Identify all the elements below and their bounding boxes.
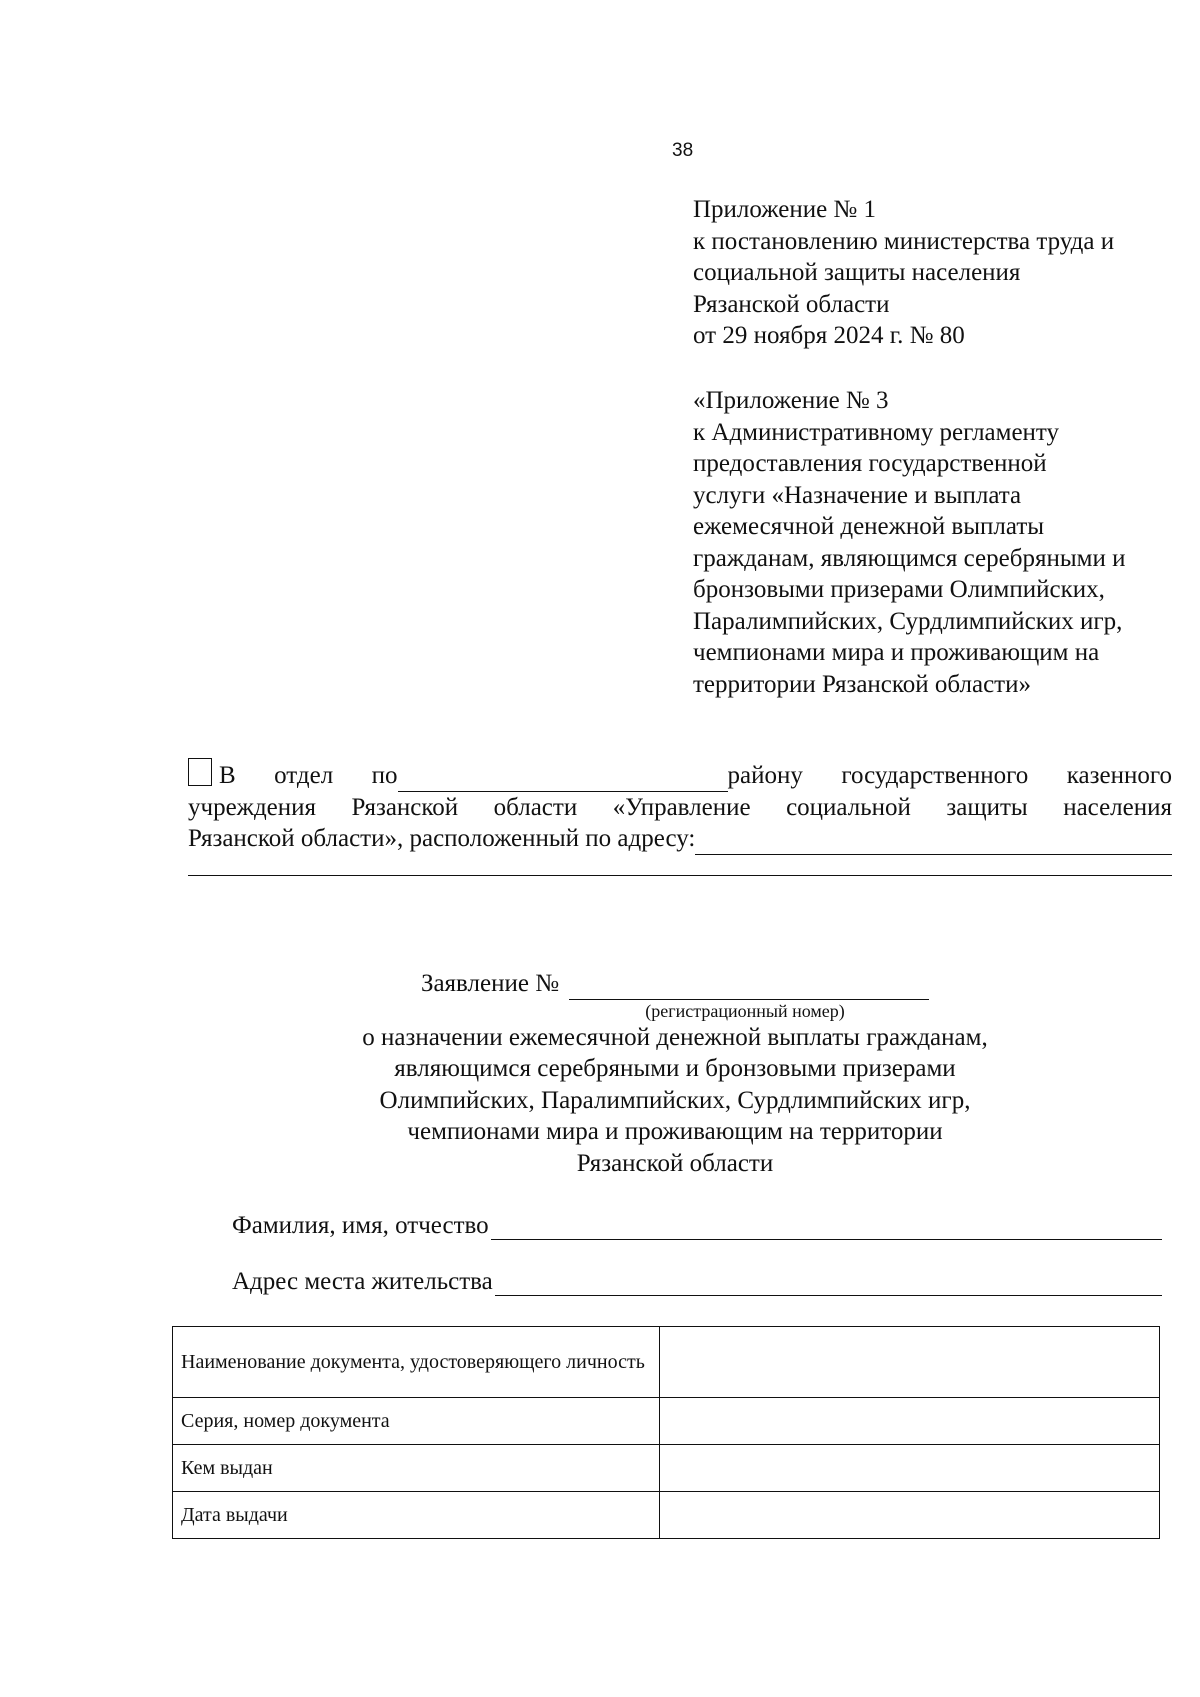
address-word: государственного <box>841 762 1029 789</box>
appendix-3-line: услуги «Назначение и выплата <box>693 481 1022 509</box>
table-row <box>173 1492 1160 1539</box>
address-word: В <box>219 762 236 789</box>
registration-number-caption: (регистрационный номер) <box>645 1000 845 1021</box>
table-cell-label: Наименование документа, удостоверяющего личность <box>173 1327 660 1398</box>
table-cell-value[interactable] <box>660 1492 1160 1539</box>
table-cell-value[interactable] <box>660 1327 1160 1398</box>
appendix-3-line: ежемесячной денежной выплаты <box>693 513 1045 540</box>
appendix-1-line: социальной защиты населения <box>693 259 1021 286</box>
address-word: казенного <box>1066 762 1172 789</box>
table-cell-label: Серия, номер документа <box>173 1398 660 1445</box>
recipient-address-block <box>188 758 1172 855</box>
application-title: Заявление № <box>420 970 560 997</box>
appendix-3-line: гражданам, являющимся серебряными и <box>693 544 1126 572</box>
fio-field <box>232 1212 1162 1240</box>
appendix-3-line: территории Рязанской области» <box>693 670 1031 698</box>
address-line-1 <box>188 758 1172 792</box>
table-cell-label: Кем выдан <box>173 1445 660 1492</box>
application-subtitle-line: Олимпийских, Паралимпийских, Сурдлимпийских игр, <box>379 1086 971 1114</box>
address-word: защиты <box>946 793 1028 821</box>
residence-blank[interactable] <box>495 1273 1162 1296</box>
appendix-1-line: Приложение № 1 <box>693 196 877 223</box>
residence-field <box>232 1268 1162 1296</box>
application-subtitle-line: являющимся серебряными и бронзовыми призерами <box>394 1055 956 1082</box>
appendix-1-line: Рязанской области <box>693 290 890 318</box>
appendix-3-line: бронзовыми призерами Олимпийских, <box>693 576 1105 603</box>
appendix-3-header <box>693 385 1163 700</box>
table-row <box>173 1398 1160 1445</box>
appendix-1-header <box>693 194 1163 352</box>
page-number: 38 <box>672 140 694 161</box>
address-word: «Управление <box>612 793 751 821</box>
appendix-3-line: к Административному регламенту <box>693 418 1060 446</box>
appendix-1-line: к постановлению министерства труда и <box>693 227 1115 255</box>
department-checkbox[interactable] <box>188 758 212 786</box>
table-cell-label: Дата выдачи <box>173 1492 660 1539</box>
address-word: социальной <box>786 793 911 821</box>
appendix-3-line: Паралимпийских, Сурдлимпийских игр, <box>693 607 1123 635</box>
address-word: по <box>371 762 398 789</box>
fio-blank[interactable] <box>491 1217 1162 1240</box>
address-word: отдел <box>274 762 334 789</box>
address-located-label: Рязанской области», расположенный по адресу: <box>188 825 696 852</box>
application-subtitle-line: чемпионами мира и проживающим на территории <box>407 1118 943 1145</box>
residence-label: Адрес места жительства <box>232 1268 493 1295</box>
appendix-3-line: чемпионами мира и проживающим на <box>693 639 1100 666</box>
appendix-1-line: от 29 ноября 2024 г. № 80 <box>693 322 965 349</box>
district-blank[interactable] <box>398 769 728 792</box>
address-line-2 <box>188 792 1172 824</box>
appendix-3-line: «Приложение № 3 <box>693 387 889 414</box>
application-title-block <box>250 968 1100 1179</box>
registration-number-blank[interactable] <box>569 977 929 1000</box>
address-word: району <box>727 762 803 789</box>
address-line-3 <box>188 823 1172 855</box>
application-subtitle-line: о назначении ежемесячной денежной выплаты гражданам, <box>362 1023 988 1051</box>
application-subtitle-line: Рязанской области <box>576 1149 774 1177</box>
address-word: Рязанской <box>351 793 459 821</box>
table-row <box>173 1327 1160 1398</box>
address-word: населения <box>1063 793 1172 821</box>
table-row <box>173 1445 1160 1492</box>
identity-document-table <box>172 1326 1160 1539</box>
table-cell-value[interactable] <box>660 1398 1160 1445</box>
fio-label: Фамилия, имя, отчество <box>232 1212 489 1239</box>
address-blank[interactable] <box>695 832 1172 855</box>
address-word: учреждения <box>188 793 317 821</box>
address-word: области <box>493 793 578 821</box>
appendix-3-line: предоставления государственной <box>693 450 1047 477</box>
address-continuation-blank[interactable] <box>188 875 1172 876</box>
table-cell-value[interactable] <box>660 1445 1160 1492</box>
